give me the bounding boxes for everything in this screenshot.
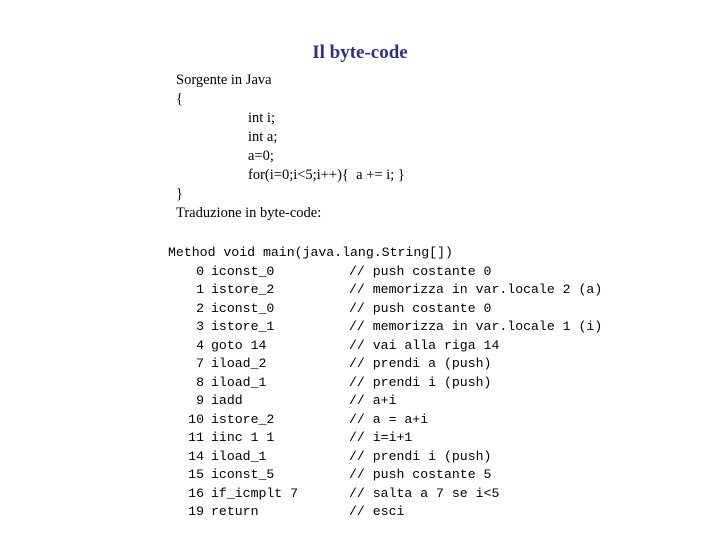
bytecode-instruction: goto 14 xyxy=(211,337,267,353)
bytecode-row xyxy=(168,411,602,430)
bytecode-offset: 2 xyxy=(196,300,204,316)
method-header: Method void main(java.lang.String[]) xyxy=(168,245,453,260)
bytecode-row xyxy=(168,263,602,282)
bytecode-row xyxy=(168,374,602,393)
bytecode-row xyxy=(168,392,602,411)
bytecode-offset: 1 xyxy=(196,282,204,297)
source-heading: Sorgente in Java xyxy=(176,72,272,88)
bytecode-instruction: iload_2 xyxy=(211,356,267,371)
bytecode-offset: 9 xyxy=(196,393,204,408)
bytecode-instruction: istore_2 xyxy=(211,282,275,297)
bytecode-row xyxy=(168,337,602,356)
bytecode-instruction: istore_2 xyxy=(211,411,275,427)
bytecode-row xyxy=(168,485,602,504)
bytecode-offset: 7 xyxy=(196,356,204,371)
bytecode-instruction: iadd xyxy=(211,393,243,408)
bytecode-row xyxy=(168,300,602,319)
bytecode-offset: 11 xyxy=(188,430,204,445)
bytecode-comment: // memorizza in var.locale 1 (i) xyxy=(349,319,603,334)
bytecode-instruction: iload_1 xyxy=(211,374,267,390)
bytecode-comment: // prendi i (push) xyxy=(349,374,492,390)
close-brace: } xyxy=(176,186,183,202)
bytecode-row xyxy=(168,355,602,374)
bytecode-row xyxy=(168,429,602,448)
bytecode-comment: // push costante 0 xyxy=(349,300,492,316)
bytecode-offset: 10 xyxy=(188,411,204,427)
source-line: a=0; xyxy=(248,148,274,164)
translation-heading: Traduzione in byte-code: xyxy=(176,205,322,221)
bytecode-row xyxy=(168,281,602,300)
source-line: int i; xyxy=(248,110,275,126)
slide-title: Il byte-code xyxy=(312,42,408,63)
open-brace: { xyxy=(176,91,183,107)
bytecode-offset: 4 xyxy=(196,337,204,353)
bytecode-comment: // push costante 0 xyxy=(349,263,492,279)
bytecode-offset: 0 xyxy=(196,263,204,279)
bytecode-instruction: istore_1 xyxy=(211,319,275,334)
bytecode-offset: 19 xyxy=(188,504,204,519)
bytecode-comment: // a+i xyxy=(349,393,397,408)
bytecode-comment: // salta a 7 se i<5 xyxy=(349,485,500,501)
bytecode-row xyxy=(168,466,602,485)
bytecode-comment: // vai alla riga 14 xyxy=(349,337,500,353)
bytecode-offset: 15 xyxy=(188,467,204,482)
bytecode-row xyxy=(168,448,602,467)
bytecode-instruction: iload_1 xyxy=(211,448,267,464)
bytecode-comment: // push costante 5 xyxy=(349,467,492,482)
bytecode-instruction: iconst_5 xyxy=(211,467,275,482)
bytecode-comment: // a = a+i xyxy=(349,411,429,427)
bytecode-comment: // prendi i (push) xyxy=(349,448,492,464)
bytecode-instruction: iinc 1 1 xyxy=(211,430,275,445)
bytecode-row xyxy=(168,503,602,522)
bytecode-comment: // i=i+1 xyxy=(349,430,413,445)
bytecode-instruction: iconst_0 xyxy=(211,300,275,316)
bytecode-row xyxy=(168,318,602,337)
source-line: int a; xyxy=(248,129,278,145)
bytecode-listing xyxy=(168,244,602,522)
java-source-block xyxy=(176,71,405,223)
bytecode-offset: 16 xyxy=(188,485,204,501)
bytecode-instruction: iconst_0 xyxy=(211,263,275,279)
source-line: for(i=0;i<5;i++){ a += i; } xyxy=(248,167,405,183)
bytecode-comment: // esci xyxy=(349,504,405,519)
bytecode-offset: 3 xyxy=(196,319,204,334)
bytecode-instruction: return xyxy=(211,504,259,519)
bytecode-offset: 8 xyxy=(196,374,204,390)
bytecode-instruction: if_icmplt 7 xyxy=(211,485,299,501)
bytecode-offset: 14 xyxy=(188,448,204,464)
bytecode-comment: // memorizza in var.locale 2 (a) xyxy=(349,282,603,297)
bytecode-comment: // prendi a (push) xyxy=(349,356,492,371)
bytecode-rows xyxy=(168,263,602,522)
